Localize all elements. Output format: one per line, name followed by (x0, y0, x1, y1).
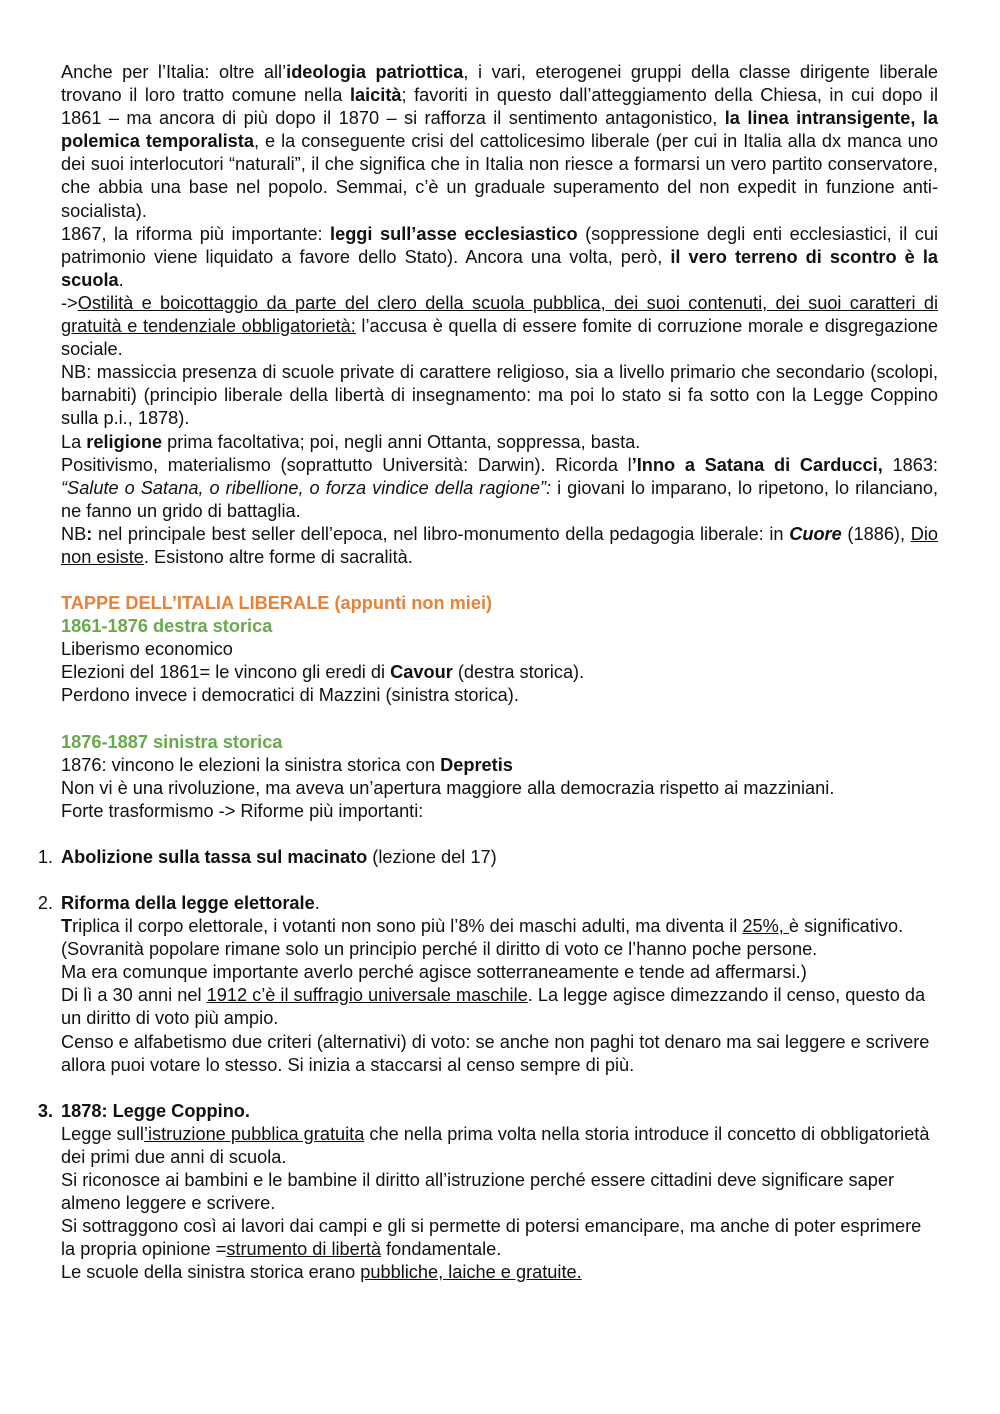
underlined-text: strumento di libertà (226, 1239, 381, 1260)
text: . (314, 893, 320, 913)
item-text (61, 1261, 938, 1284)
text: che nella prima volta nella storia introduce il concetto di obbligatorietà (364, 1123, 930, 1144)
item-text: Ma era comunque importante averlo perché agisce sotterraneamente e tende ad affermarsi.) (61, 962, 807, 983)
bold-text: leggi sull’asse ecclesiastico (330, 223, 578, 244)
paragraph-1867 (61, 223, 938, 292)
item-text (61, 1215, 938, 1261)
paragraph-ostilita (61, 292, 938, 361)
text: . (118, 269, 124, 290)
list-item (37, 846, 938, 869)
text: prima facoltativa; poi, negli anni Ottanta, soppressa, basta. (162, 431, 641, 452)
text: La (61, 431, 87, 452)
text: Legge sull (61, 1123, 144, 1144)
text: (1886), (841, 523, 911, 544)
text: dei primi due anni di scuola. (61, 1146, 287, 1167)
underlined-text: Ostilità e boicottaggio da parte del clero della scuola pubblica, dei suoi contenuti, dei suoi caratteri di gratuità e tendenziale obbligatorietà: (61, 292, 938, 337)
heading-sinistra-storica: 1876-1887 sinistra storica (61, 731, 283, 752)
text: riplica il corpo elettorale, i votanti non sono più l’8% dei maschi adulti, ma diventa il (72, 916, 743, 937)
text: è significativo. (788, 916, 904, 937)
item-text (61, 915, 938, 938)
underlined-text: Dio non esiste (61, 523, 939, 567)
text: l’accusa è quella di essere fomite di corruzione morale e disgregazione sociale. (61, 316, 938, 360)
line-democratici: Perdono invece i democratici di Mazzini (sinistra storica). (61, 685, 519, 706)
text: 1867, la riforma più importante: (61, 223, 331, 244)
text: Positivismo, materialismo (soprattutto Università: Darwin). Ricorda l (61, 454, 632, 475)
item-text: Si riconosce ai bambini e le bambine il diritto all’istruzione perché essere cittadini deve significare saper almeno leggere e scrivere. (61, 1170, 895, 1214)
list-number: 3. (37, 1100, 53, 1121)
paragraph-nb-scuole: NB: massiccia presenza di scuole private di carattere religioso, sia a livello primario che secondario (scolopi, barnabiti) (principio liberale della libertà di insegnamento: ma poi lo stato si fa sotto con la Legge Coppino sulla p.i., 1878). (61, 362, 938, 429)
underlined-text: 1912 c’è il suffragio universale maschile (206, 985, 528, 1006)
text: Elezioni del 1861= le vincono gli eredi di (61, 662, 391, 683)
text: nel principale best seller dell’epoca, nel libro-monumento della pedagogia liberale: in (92, 523, 790, 544)
bold-text: laicità (349, 85, 402, 106)
text: (destra storica). (452, 662, 585, 683)
text: fondamentale. (381, 1239, 502, 1260)
text: -> (61, 292, 78, 313)
paragraph-laicita (61, 61, 938, 223)
text: Di lì a 30 anni nel (61, 985, 207, 1006)
reform-list (37, 846, 938, 1285)
text: . Esistono altre forme di sacralità. (143, 546, 413, 567)
list-item (37, 892, 938, 1077)
list-number: 2. (37, 893, 53, 913)
bold-text: ideologia patriottica (286, 62, 464, 82)
document-page (37, 61, 939, 1285)
heading-destra-storica: 1861-1876 destra storica (61, 616, 273, 637)
bold-text: Abolizione sulla tassa sul macinato (61, 846, 368, 867)
bold-text: T (61, 916, 73, 937)
text: Le scuole della sinistra storica erano (61, 1262, 361, 1283)
text: 1876: vincono le elezioni la sinistra storica con (61, 754, 441, 775)
underlined-text: ’istruzione pubblica gratuita (143, 1123, 365, 1144)
spacer (61, 569, 938, 592)
item-text: (Sovranità popolare rimane solo un principio perché il diritto di voto ce l’hanno poche persone. (61, 939, 818, 960)
line-depretis (61, 754, 938, 777)
text: NB (61, 523, 87, 544)
underlined-text: 25%, (742, 916, 789, 937)
text: i giovani lo imparano, lo ripetono, lo rilanciano, ne fanno un grido di battaglia. (61, 477, 939, 521)
text: , e la conseguente crisi del cattolicesimo liberale (per cui in Italia alla dx manca uno dei suoi interlocutori “naturali”, il che significa che in Italia non riesce a formarsi un vero partito conservatore, che abbia una base nel popolo. Semmai, c’è un graduale superamento del non expedit in funzione anti-socialista). (61, 131, 938, 221)
text: (soppressione degli enti ecclesiastici, il cui patrimonio viene liquidato a favore dello Stato). Ancora una volta, però, (61, 223, 938, 267)
item-title (61, 1100, 938, 1123)
spacer (61, 823, 938, 846)
list-number: 1. (37, 846, 53, 867)
bold-text: Depretis (440, 754, 513, 775)
spacer (61, 708, 938, 731)
bold-text: 1878: Legge Coppino. (61, 1100, 250, 1121)
item-text (61, 1123, 938, 1169)
underlined-text: pubbliche, laiche e gratuite. (360, 1262, 582, 1283)
paragraph-nb-cuore (61, 523, 938, 569)
item-text (61, 846, 938, 869)
text: Anche per l’Italia: oltre all’ (61, 62, 287, 82)
item-text (61, 984, 938, 1030)
bold-text: Cavour (390, 662, 453, 683)
line-elezioni-1861 (61, 661, 938, 684)
item-title (61, 892, 938, 915)
bold-text: religione (86, 431, 163, 452)
bold-text: il vero terreno di scontro è la scuola (61, 246, 938, 290)
bold-text: Riforma della legge elettorale (61, 893, 315, 913)
line-liberismo: Liberismo economico (61, 639, 233, 660)
italic-quote: “Salute o Satana, o ribellione, o forza vindice della ragione”: (61, 477, 552, 498)
bold-text: ’Inno a Satana di Carducci, (631, 454, 883, 475)
line-rivoluzione: Non vi è una rivoluzione, ma aveva un’apertura maggiore alla democrazia rispetto ai mazziniani. (61, 777, 835, 798)
bold-text: : (86, 523, 93, 544)
line-trasformismo: Forte trasformismo -> Riforme più importanti: (61, 800, 424, 821)
list-item (37, 1100, 938, 1285)
text: . La legge agisce dimezzando il censo, questo da un diritto di voto più ampio. (61, 985, 926, 1029)
book-title: Cuore (789, 523, 842, 544)
bold-text: la linea intransigente, la polemica temporalista (61, 108, 938, 152)
spacer (61, 1077, 938, 1100)
item-text: Censo e alfabetismo due criteri (alternativi) di voto: se anche non paghi tot denaro ma sai leggere e scrivere allora puoi votare lo stesso. Si inizia a staccarsi al censo sempre di più. (61, 1031, 930, 1075)
paragraph-positivismo (61, 454, 938, 523)
text: ; favoriti in questo dall’atteggiamento della Chiesa, in cui dopo il 1861 – ma ancora di più dopo il 1870 – si rafforza il sentimento antagonistico, (61, 85, 939, 129)
paragraph-religione (61, 431, 938, 454)
section-title: TAPPE DELL’ITALIA LIBERALE (appunti non miei) (61, 593, 493, 614)
text: (lezione del 17) (367, 846, 497, 867)
spacer (61, 869, 938, 892)
text: , i vari, eterogenei gruppi della classe dirigente liberale trovano il loro tratto comune nella (61, 62, 938, 106)
text: 1863: (882, 454, 938, 475)
text: Si sottraggono così ai lavori dai campi e gli si permette di potersi emancipare, ma anche di poter esprimere la propria opinione = (61, 1216, 922, 1260)
